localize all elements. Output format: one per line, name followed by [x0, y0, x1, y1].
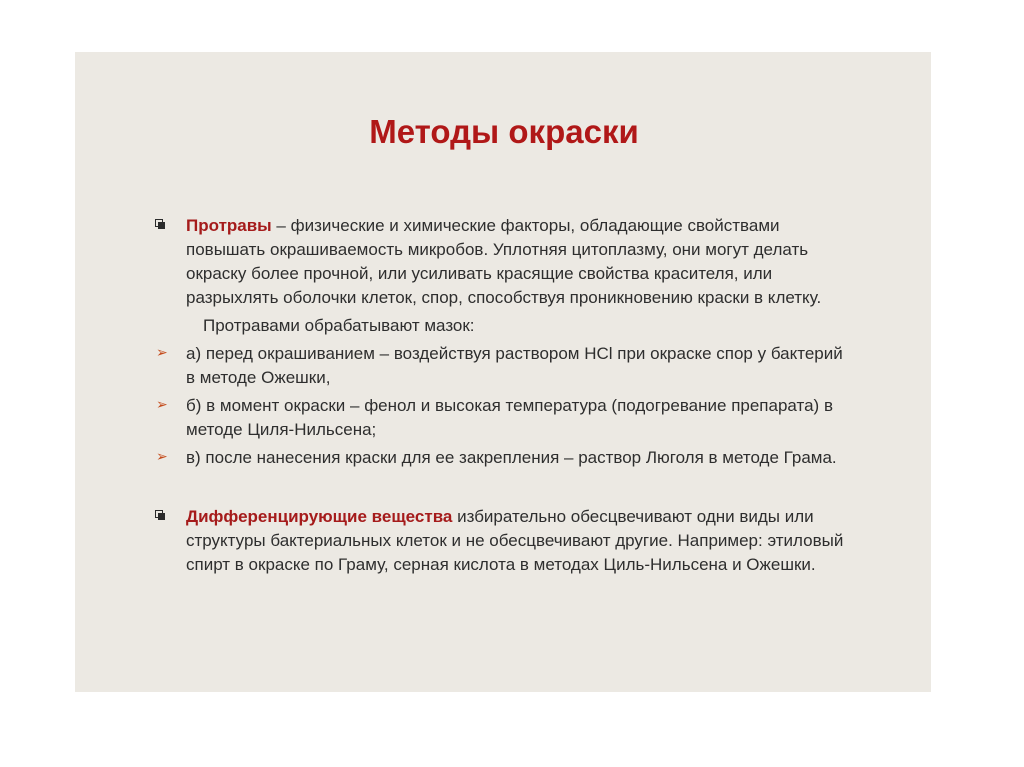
term-protravy: Протравы: [186, 216, 272, 235]
protravy-definition: – физические и химические факторы, обладающие свойствами повышать окрашиваемость микробов. Уплотняя цитоплазму, они могут делать окраску более прочной, или усиливать красящие свойства красителя, или разрыхлять оболочки клеток, спор, способствуя проникновению краски в клетку.: [186, 216, 822, 307]
sub-item-b-text: б) в момент окраски – фенол и высокая температура (подогревание препарата) в методе Циля-Нильсена;: [186, 396, 833, 439]
protravy-intro: Протравами обрабатывают мазок:: [203, 316, 475, 335]
sub-item-a-text: а) перед окрашиванием – воздействуя раствором HCl при окраске спор у бактерий в методе Ожешки,: [186, 344, 843, 387]
square-bullet-icon: [155, 510, 165, 520]
bullet-protravy: [155, 214, 855, 310]
bullet-differentiating: [155, 505, 855, 577]
sub-item-b: [155, 394, 855, 442]
term-differentiating: Дифференцирующие вещества: [186, 507, 453, 526]
slide-content: [155, 214, 855, 577]
square-bullet-icon: [155, 219, 165, 229]
arrow-bullet-icon: ➢: [156, 397, 168, 413]
sub-item-a: [155, 342, 855, 390]
differentiating-definition: избирательно обесцвечивают одни виды или структуры бактериальных клеток и не обесцвечивают другие. Например: этиловый спирт в окраске по Граму, серная кислота в методах Циль-Нильсена и Ожешки.: [186, 507, 844, 574]
sub-item-c: [155, 446, 855, 470]
slide-title: Методы окраски: [369, 113, 639, 150]
arrow-bullet-icon: ➢: [156, 345, 168, 361]
arrow-bullet-icon: ➢: [156, 449, 168, 465]
sub-item-c-text: в) после нанесения краски для ее закрепления – раствор Люголя в методе Грама.: [186, 448, 837, 467]
